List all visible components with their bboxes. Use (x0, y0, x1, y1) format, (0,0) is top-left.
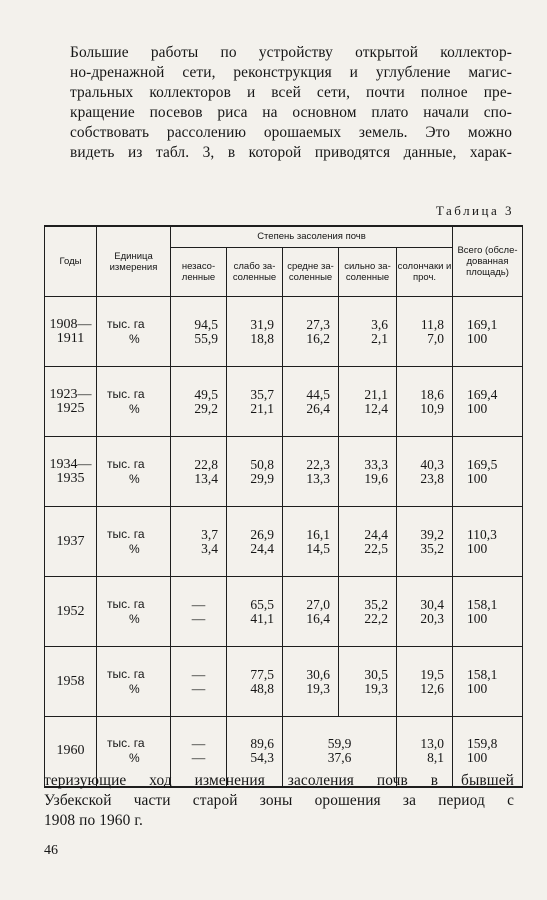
value-pct: 54,3 (250, 750, 274, 766)
text-line: но-дренажной сети, реконструкция и углубление магис- (70, 64, 512, 81)
value-ha: 44,5 (306, 386, 330, 402)
value-cell (397, 297, 453, 367)
table-row (45, 437, 523, 507)
value-ha: 11,8 (420, 316, 444, 332)
value-cell (171, 507, 227, 577)
value-ha: 30,4 (420, 596, 444, 612)
value-ha: 24,4 (364, 526, 388, 542)
value-pct: 19,3 (364, 680, 388, 696)
text-line: теризующие ход изменения засоления почв в бывшей (44, 772, 514, 789)
value-ha: 27,3 (306, 316, 330, 332)
value-pct: 3,4 (201, 540, 218, 556)
value-pct: 29,9 (250, 470, 274, 486)
year-cell: 1958 (45, 647, 97, 717)
total-ha: 169,5 (467, 456, 498, 472)
value-pct: 13,3 (306, 470, 330, 486)
value-cell (397, 437, 453, 507)
text-line: кращение посевов риса на основном плато начали спо- (70, 104, 512, 121)
value-ha: 59,9 (327, 736, 352, 752)
total-cell (453, 367, 523, 437)
total-cell (453, 647, 523, 717)
page-number: 46 (44, 843, 58, 858)
table-row (45, 297, 523, 367)
value-pct: 55,9 (194, 330, 218, 346)
value-ha: 30,6 (306, 666, 330, 682)
value-ha: 33,3 (364, 456, 388, 472)
value-pct: 37,6 (327, 750, 352, 766)
value-pct: 12,4 (364, 400, 388, 416)
value-cell (171, 297, 227, 367)
unit-cell (97, 577, 171, 647)
value-pct: 41,1 (250, 610, 274, 626)
value-cell (227, 647, 283, 717)
value-ha: 3,7 (201, 526, 218, 542)
text-line: собствовать рассолению орошаемых земель. Это можно (70, 124, 512, 141)
value-ha: — (191, 596, 206, 612)
unit-ha: тыс. га (107, 596, 145, 611)
value-pct: — (191, 680, 206, 696)
year-cell: 1908—1911 (45, 297, 97, 367)
value-ha: 39,2 (420, 526, 444, 542)
value-cell (227, 297, 283, 367)
value-cell (283, 577, 339, 647)
value-ha: 22,3 (306, 456, 330, 472)
table-row (45, 507, 523, 577)
unit-cell (97, 437, 171, 507)
value-cell (283, 297, 339, 367)
value-ha: 27,0 (306, 596, 330, 612)
value-ha: 94,5 (194, 316, 218, 332)
value-ha: 18,6 (420, 386, 444, 402)
value-cell (171, 577, 227, 647)
total-cell (453, 577, 523, 647)
header-col-nonsaline: незасо-ленные (171, 247, 227, 296)
year-cell: 1934—1935 (45, 437, 97, 507)
value-cell (171, 437, 227, 507)
unit-percent: % (129, 331, 140, 346)
unit-ha: тыс. га (107, 526, 145, 541)
total-pct: 100 (467, 610, 488, 626)
unit-ha: тыс. га (107, 386, 145, 401)
value-pct: 24,4 (250, 540, 274, 556)
total-cell (453, 507, 523, 577)
unit-cell (97, 367, 171, 437)
unit-cell (97, 647, 171, 717)
value-ha: — (191, 736, 206, 752)
value-cell (397, 577, 453, 647)
value-ha: 30,5 (364, 666, 388, 682)
value-cell (397, 367, 453, 437)
value-pct: 12,6 (420, 680, 444, 696)
value-pct: 48,8 (250, 680, 274, 696)
value-pct: 19,6 (364, 470, 388, 486)
header-salinity-group: Степень засоления почв (171, 226, 453, 247)
value-cell (283, 367, 339, 437)
unit-percent: % (129, 751, 140, 766)
value-cell (397, 507, 453, 577)
outro-paragraph (44, 771, 514, 831)
header-col-slightly: слабо за-соленные (227, 247, 283, 296)
value-ha: 65,5 (250, 596, 274, 612)
header-col-medium: средне за-соленные (283, 247, 339, 296)
value-cell (283, 647, 339, 717)
value-ha: 49,5 (194, 386, 218, 402)
value-ha: 40,3 (420, 456, 444, 472)
value-cell (397, 647, 453, 717)
value-pct: 21,1 (250, 400, 274, 416)
unit-percent: % (129, 611, 140, 626)
value-cell (227, 437, 283, 507)
unit-ha: тыс. га (107, 666, 145, 681)
value-pct: — (191, 750, 206, 766)
total-ha: 158,1 (467, 666, 498, 682)
value-cell (171, 647, 227, 717)
value-ha: 50,8 (250, 456, 274, 472)
value-pct: 35,2 (420, 540, 444, 556)
value-pct: 18,8 (250, 330, 274, 346)
value-pct: 23,8 (420, 470, 444, 486)
value-pct: 8,1 (427, 750, 444, 766)
unit-ha: тыс. га (107, 736, 145, 751)
total-ha: 110,3 (467, 526, 497, 542)
year-cell: 1952 (45, 577, 97, 647)
value-cell (339, 367, 397, 437)
value-ha: 77,5 (250, 666, 274, 682)
value-pct: 22,2 (364, 610, 388, 626)
total-ha: 158,1 (467, 596, 498, 612)
header-unit: Единица измерения (97, 226, 171, 297)
unit-percent: % (129, 541, 140, 556)
value-cell (283, 437, 339, 507)
value-cell (227, 577, 283, 647)
value-ha: 16,1 (306, 526, 330, 542)
value-ha: 19,5 (420, 666, 444, 682)
value-cell (339, 647, 397, 717)
unit-cell (97, 507, 171, 577)
value-ha: 89,6 (250, 736, 274, 752)
value-pct: 14,5 (306, 540, 330, 556)
header-col-strongly: сильно за-соленные (339, 247, 397, 296)
value-pct: 16,2 (306, 330, 330, 346)
value-cell (227, 367, 283, 437)
table-row (45, 647, 523, 717)
header-total: Всего (обсле-дованная площадь) (453, 226, 523, 297)
value-ha: 22,8 (194, 456, 218, 472)
value-ha: — (191, 666, 206, 682)
value-cell (339, 437, 397, 507)
value-ha: 35,7 (250, 386, 274, 402)
table-row (45, 367, 523, 437)
value-cell (227, 507, 283, 577)
value-ha: 21,1 (364, 386, 388, 402)
value-pct: 13,4 (194, 470, 218, 486)
unit-percent: % (129, 471, 140, 486)
value-ha: 31,9 (250, 316, 274, 332)
total-cell (453, 437, 523, 507)
value-pct: — (191, 610, 206, 626)
value-ha: 26,9 (250, 526, 274, 542)
text-line: тральных коллекторов и всей сети, почти полное пре- (70, 84, 512, 101)
year-cell: 1937 (45, 507, 97, 577)
year-cell: 1923—1925 (45, 367, 97, 437)
unit-cell (97, 297, 171, 367)
value-pct: 10,9 (420, 400, 444, 416)
table-row (45, 577, 523, 647)
total-pct: 100 (467, 680, 488, 696)
text-line: Узбекской части старой зоны орошения за период с (44, 792, 514, 809)
value-pct: 26,4 (306, 400, 330, 416)
intro-paragraph (70, 43, 512, 163)
value-cell (339, 577, 397, 647)
total-pct: 100 (467, 400, 488, 416)
total-pct: 100 (467, 750, 488, 766)
value-pct: 19,3 (306, 680, 330, 696)
value-cell (339, 507, 397, 577)
value-pct: 2,1 (371, 330, 388, 346)
table-caption: Таблица 3 (435, 203, 514, 218)
total-ha: 159,8 (467, 736, 498, 752)
header-col-solonchak: солончаки и проч. (397, 247, 453, 296)
value-ha: 13,0 (420, 736, 444, 752)
year-cell: 1960 (45, 717, 97, 787)
total-ha: 169,1 (467, 316, 498, 332)
header-years: Годы (45, 226, 97, 297)
unit-percent: % (129, 401, 140, 416)
value-cell (283, 507, 339, 577)
value-pct: 7,0 (427, 330, 444, 346)
value-cell (171, 367, 227, 437)
unit-ha: тыс. га (107, 456, 145, 471)
total-pct: 100 (467, 540, 488, 556)
total-pct: 100 (467, 470, 488, 486)
value-ha: 35,2 (364, 596, 388, 612)
total-pct: 100 (467, 330, 488, 346)
text-line: видеть из табл. 3, в которой приводятся данные, харак- (70, 144, 512, 161)
unit-percent: % (129, 681, 140, 696)
value-pct: 16,4 (306, 610, 330, 626)
value-pct: 29,2 (194, 400, 218, 416)
value-pct: 20,3 (420, 610, 444, 626)
total-cell (453, 297, 523, 367)
text-line: Большие работы по устройству открытой коллектор- (70, 44, 512, 61)
value-pct: 22,5 (364, 540, 388, 556)
value-cell (339, 297, 397, 367)
unit-ha: тыс. га (107, 316, 145, 331)
total-ha: 169,4 (467, 386, 498, 402)
text-line: 1908 по 1960 г. (44, 812, 143, 829)
soil-salinity-table (44, 225, 523, 788)
value-ha: 3,6 (371, 316, 388, 332)
